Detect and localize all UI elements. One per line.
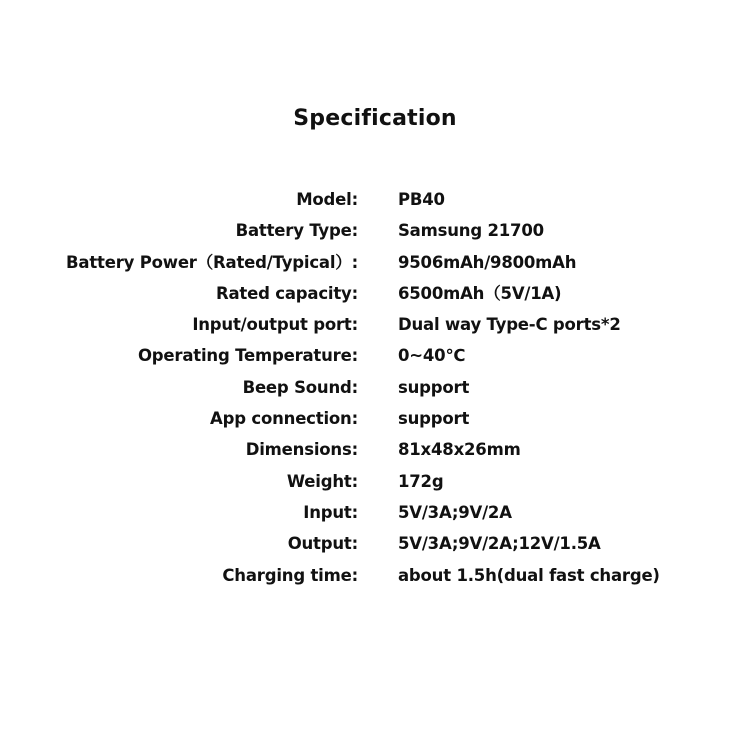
spec-row-operating-temperature: [0, 342, 750, 373]
spec-value: 0~40℃: [398, 346, 466, 366]
spec-value: support: [398, 409, 470, 429]
spec-table: [0, 186, 750, 593]
spec-row-output: [0, 530, 750, 561]
spec-label: Battery Power（Rated/Typical）:: [66, 252, 358, 272]
spec-row-rated-capacity: [0, 280, 750, 311]
spec-value: support: [398, 377, 470, 397]
spec-value: 6500mAh（5V/1A): [398, 283, 562, 303]
spec-value: Samsung 21700: [398, 221, 544, 241]
spec-label: Dimensions:: [245, 440, 358, 460]
spec-value: about 1.5h(dual fast charge): [398, 565, 660, 585]
spec-row-model: [0, 186, 750, 217]
spec-row-charging-time: [0, 562, 750, 593]
spec-value: Dual way Type-C ports*2: [398, 315, 621, 335]
spec-value: 9506mAh/9800mAh: [398, 252, 577, 272]
spec-label: Rated capacity:: [215, 283, 358, 303]
spec-row-dimensions: [0, 436, 750, 467]
spec-row-beep-sound: [0, 374, 750, 405]
spec-row-input: [0, 499, 750, 530]
spec-value: 5V/3A;9V/2A: [398, 502, 512, 522]
spec-label: Battery Type:: [235, 221, 358, 241]
spec-label: Operating Temperature:: [137, 346, 358, 366]
spec-label: Weight:: [286, 471, 358, 491]
spec-label: Model:: [296, 190, 358, 209]
spec-label: Input/output port:: [192, 315, 358, 335]
spec-label: App connection:: [210, 409, 358, 429]
spec-label: Input:: [303, 502, 358, 522]
spec-label: Beep Sound:: [242, 377, 358, 397]
page-title: Specification: [293, 106, 457, 131]
spec-label: Charging time:: [222, 565, 358, 585]
spec-value: 172g: [398, 471, 444, 491]
spec-value: 81x48x26mm: [398, 440, 521, 460]
spec-row-battery-power: [0, 249, 750, 280]
spec-row-battery-type: [0, 217, 750, 248]
spec-row-io-port: [0, 311, 750, 342]
spec-value: PB40: [398, 190, 445, 209]
spec-value: 5V/3A;9V/2A;12V/1.5A: [398, 534, 601, 554]
spec-row-weight: [0, 468, 750, 499]
spec-row-app-connection: [0, 405, 750, 436]
spec-label: Output:: [287, 534, 358, 554]
